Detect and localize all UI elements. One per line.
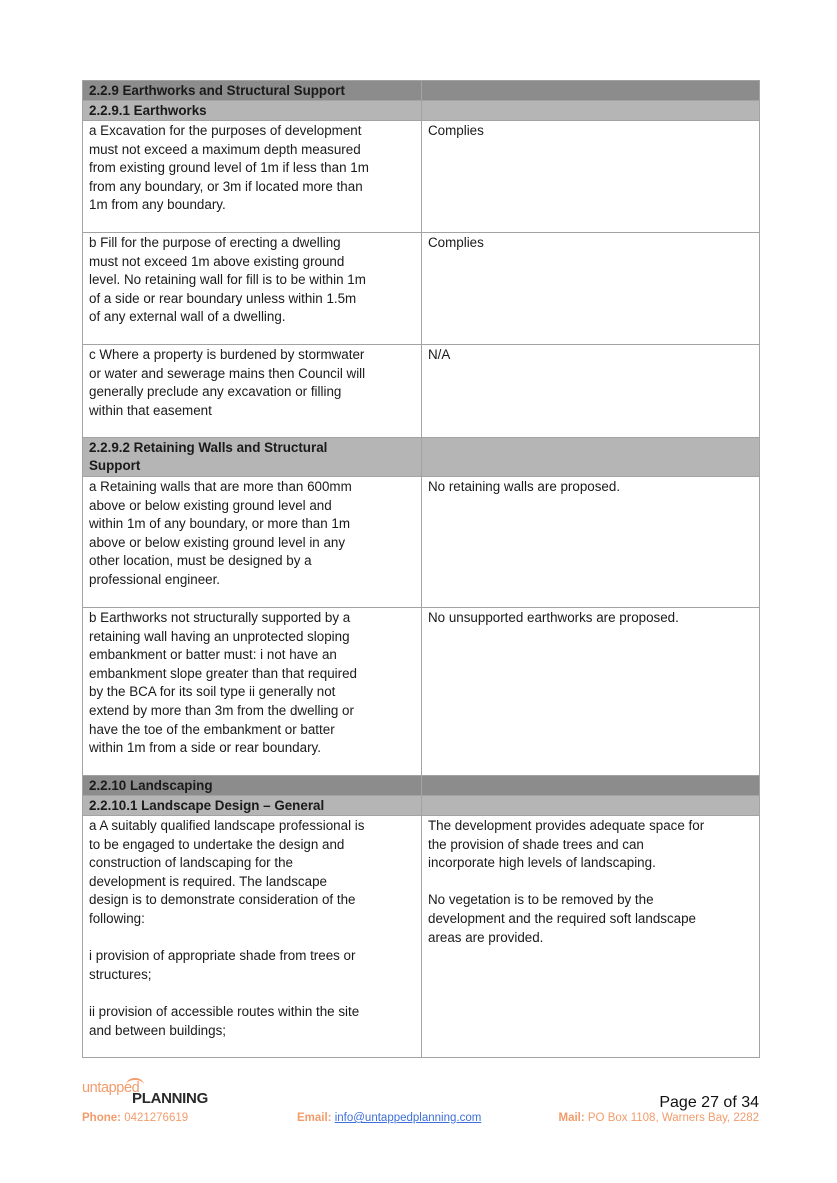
- subsection-title: 2.2.9.1 Earthworks: [83, 101, 422, 121]
- table-row: [83, 816, 760, 1058]
- phone-label: Phone:: [82, 1112, 121, 1124]
- page-footer: [82, 1074, 759, 1134]
- table-row: [83, 345, 760, 438]
- subsection-title-blank: [422, 101, 760, 121]
- email-link[interactable]: info@untappedplanning.com: [334, 1112, 482, 1124]
- response-cell: Complies: [422, 121, 760, 233]
- subsection-title: 2.2.10.1 Landscape Design – General: [83, 796, 422, 816]
- footer-mail: [558, 1112, 759, 1124]
- subsection-title-blank: [422, 796, 760, 816]
- logo-text-untapped: untapped: [82, 1080, 140, 1096]
- table-row: [83, 608, 760, 776]
- mail-label: Mail:: [558, 1112, 585, 1124]
- requirement-cell: c Where a property is burdened by stormwater or water and sewerage mains then Council will generally preclude any excavation or filling within that easement: [83, 345, 422, 438]
- subsection-header-row: [83, 796, 760, 816]
- requirement-cell: b Earthworks not structurally supported by a retaining wall having an unprotected sloping embankment or batter must: i not have an embankment slope greater than that required by the BCA for its soil type ii generally not extend by more than 3m from the dwelling or have the toe of the embankment or batter within 1m from a side or rear boundary.: [83, 608, 422, 776]
- page-number: Page 27 of 34: [659, 1094, 759, 1111]
- response-cell: No unsupported earthworks are proposed.: [422, 608, 760, 776]
- email-label: Email:: [297, 1112, 332, 1124]
- compliance-table: [82, 80, 760, 1058]
- subsection-header-row: [83, 101, 760, 121]
- phone-value: 0421276619: [124, 1112, 189, 1124]
- section-title-blank: [422, 81, 760, 101]
- footer-email: [297, 1112, 481, 1124]
- response-cell: The development provides adequate space for the provision of shade trees and can incorporate high levels of landscaping. No vegetation is to be removed by the development and the required soft landscape areas are provided.: [422, 816, 760, 1058]
- mail-value: PO Box 1108, Warners Bay, 2282: [587, 1112, 759, 1124]
- section-title-blank: [422, 776, 760, 796]
- company-logo: [82, 1074, 227, 1110]
- table-row: [83, 233, 760, 345]
- footer-phone: [82, 1112, 188, 1124]
- table-row: [83, 477, 760, 608]
- requirement-cell: a Retaining walls that are more than 600mm above or below existing ground level and within 1m of any boundary, or more than 1m above or below existing ground level in any other location, must be designed by a professional engineer.: [83, 477, 422, 608]
- subsection-title: 2.2.9.2 Retaining Walls and Structural Support: [83, 438, 422, 477]
- response-cell: N/A: [422, 345, 760, 438]
- logo-text-planning: PLANNING: [132, 1090, 208, 1107]
- table-row: [83, 121, 760, 233]
- requirement-cell: a Excavation for the purposes of development must not exceed a maximum depth measured from existing ground level of 1m if less than 1m from any boundary, or 3m if located more than 1m from any boundary.: [83, 121, 422, 233]
- subsection-header-row: [83, 438, 760, 477]
- section-header-row: [83, 776, 760, 796]
- requirement-cell: b Fill for the purpose of erecting a dwelling must not exceed 1m above existing ground level. No retaining wall for fill is to be within 1m of a side or rear boundary unless within 1.5m of any external wall of a dwelling.: [83, 233, 422, 345]
- response-cell: No retaining walls are proposed.: [422, 477, 760, 608]
- section-header-row: [83, 81, 760, 101]
- section-title: 2.2.9 Earthworks and Structural Support: [83, 81, 422, 101]
- requirement-cell: a A suitably qualified landscape professional is to be engaged to undertake the design and construction of landscaping for the development is required. The landscape design is to demonstrate consideration of the following: i provision of appropriate shade from trees or structures; ii provision of accessible routes within the site and between buildings;: [83, 816, 422, 1058]
- response-cell: Complies: [422, 233, 760, 345]
- section-title: 2.2.10 Landscaping: [83, 776, 422, 796]
- subsection-title-blank: [422, 438, 760, 477]
